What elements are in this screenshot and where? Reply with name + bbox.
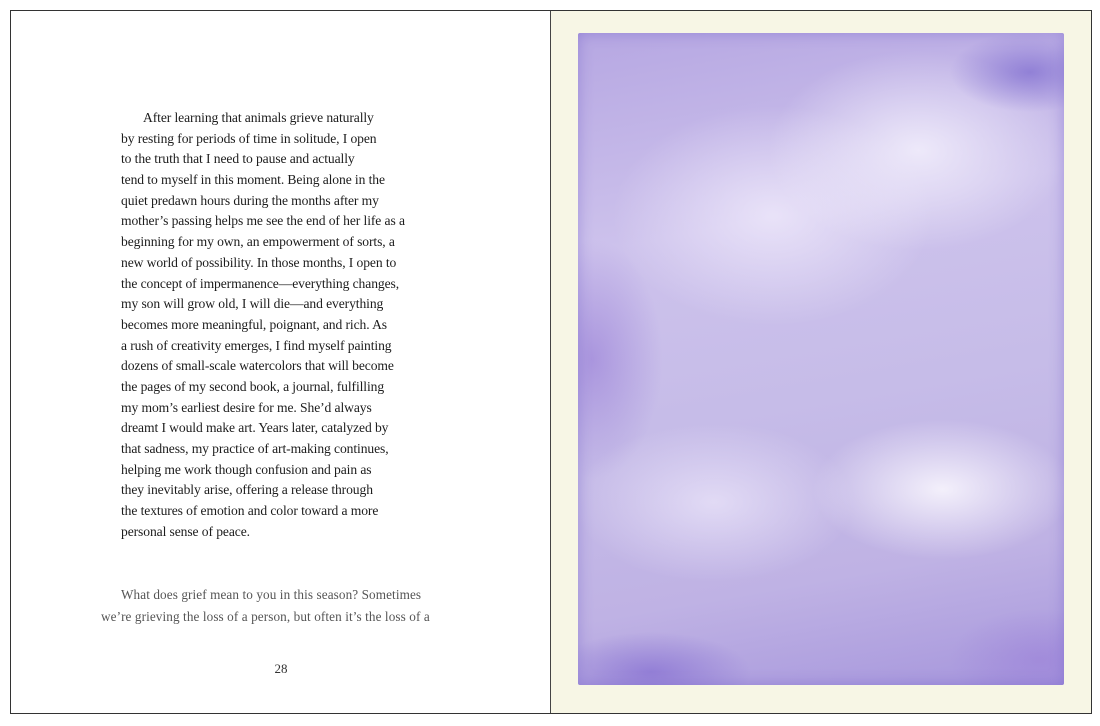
text-line: personal sense of peace. (121, 523, 250, 539)
text-line: dreamt I would make art. Years later, catalyzed by (121, 420, 389, 436)
text-line: becomes more meaningful, poignant, and rich. As (121, 316, 387, 332)
watercolor-illustration (578, 33, 1064, 685)
text-line: After learning that animals grieve naturally (143, 110, 374, 125)
right-page (551, 11, 1091, 713)
text-line: they inevitably arise, offering a release through (121, 482, 373, 498)
text-line: the concept of impermanence—everything changes, (121, 275, 400, 291)
text-line: quiet predawn hours during the months after my (121, 192, 379, 208)
text-line: beginning for my own, an empowerment of sorts, a (121, 234, 395, 250)
text-line: to the truth that I need to pause and actually (121, 151, 355, 167)
text-line: the textures of emotion and color toward a more (121, 503, 379, 519)
prompt-line: What does grief mean to you in this season? Sometimes (121, 587, 422, 602)
text-line: by resting for periods of time in solitude, I open (121, 130, 377, 146)
text-line: helping me work though confusion and pain as (121, 461, 372, 477)
text-line: my son will grow old, I will die—and everything (121, 296, 384, 312)
text-line: a rush of creativity emerges, I find myself painting (121, 337, 392, 353)
text-line: new world of possibility. In those months, I open to (121, 254, 397, 270)
text-line: tend to myself in this moment. Being alone in the (121, 172, 385, 188)
text-line: my mom’s earliest desire for me. She’d always (121, 399, 372, 415)
left-page (11, 11, 551, 713)
prompt-line: we’re grieving the loss of a person, but often it’s the loss of a (101, 609, 430, 624)
journal-prompt (101, 584, 461, 628)
body-paragraph (121, 108, 431, 542)
text-line: mother’s passing helps me see the end of her life as a (121, 213, 405, 229)
text-line: dozens of small-scale watercolors that will become (121, 358, 394, 374)
book-spread (10, 10, 1092, 714)
text-line: that sadness, my practice of art-making continues, (121, 441, 389, 456)
text-line: the pages of my second book, a journal, fulfilling (121, 378, 385, 394)
page-number: 28 (274, 661, 288, 676)
